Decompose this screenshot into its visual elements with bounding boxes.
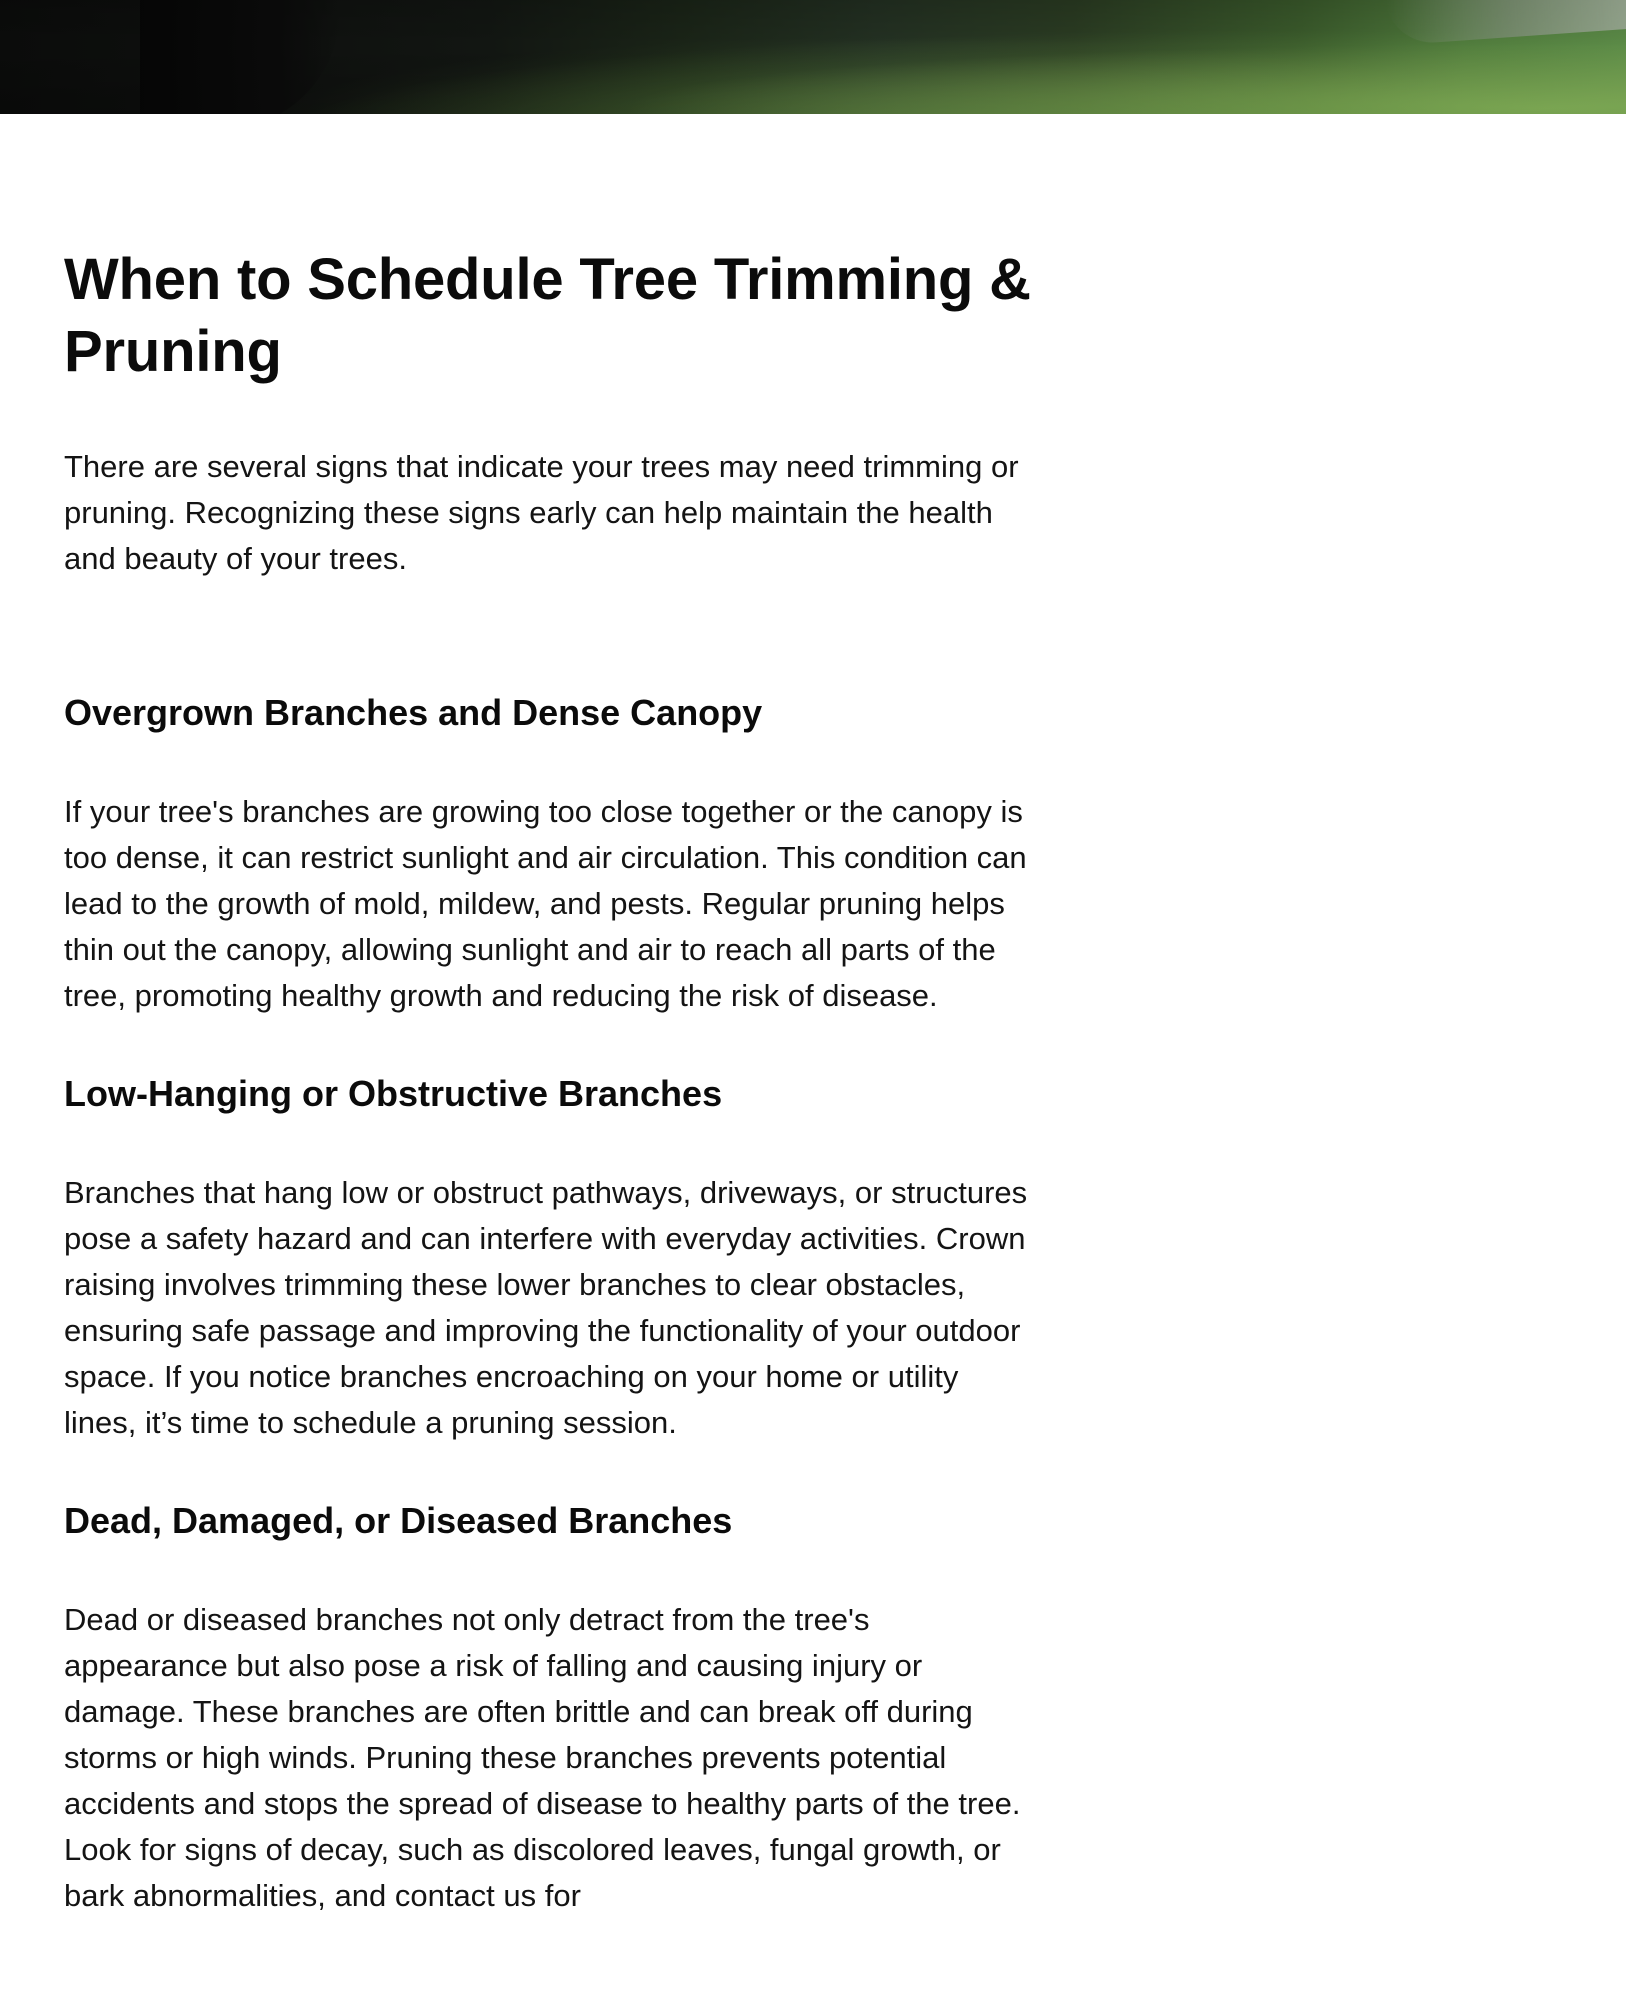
- section-title: Overgrown Branches and Dense Canopy: [64, 692, 763, 733]
- section-dead-damaged-branches: [64, 1498, 1036, 1919]
- page-title: When to Schedule Tree Trimming & Pruning: [64, 247, 1031, 384]
- section-body: If your tree's branches are growing too close together or the canopy is too dense, it can restrict sunlight and air circulation. This condition can lead to the growth of mold, mildew, and pests. Regular pruning helps thin out the canopy, allowing sunlight and air to reach all parts of the tree, promoting healthy growth and reducing the risk of disease.: [64, 794, 1027, 1013]
- path-highlight-shape: [1385, 0, 1626, 46]
- tree-trunk-shape: [140, 0, 340, 114]
- section-title: Dead, Damaged, or Diseased Branches: [64, 1500, 733, 1541]
- section-body: Dead or diseased branches not only detract from the tree's appearance but also pose a risk of falling and causing injury or damage. These branches are often brittle and can break off during storms or high winds. Pruning these branches prevents potential accidents and stops the spread of disease to healthy parts of the tree. Look for signs of decay, such as discolored leaves, fungal growth, or bark abnormalities, and contact us for: [64, 1602, 1021, 1913]
- section-body: Branches that hang low or obstruct pathways, driveways, or structures pose a safety hazard and can interfere with everyday activities. Crown raising involves trimming these lower branches to clear obstacles, ensuring safe passage and improving the functionality of your outdoor space. If you notice branches encroaching on your home or utility lines, it’s time to schedule a pruning session.: [64, 1175, 1028, 1440]
- hero-image: [0, 0, 1626, 114]
- intro-paragraph: There are several signs that indicate your trees may need trimming or pruning. Recognizing these signs early can help maintain the health and beauty of your trees.: [64, 449, 1019, 576]
- article-content: [64, 244, 1036, 1919]
- section-low-hanging-branches: [64, 1071, 1036, 1446]
- section-title: Low-Hanging or Obstructive Branches: [64, 1073, 723, 1114]
- section-overgrown-branches: [64, 690, 1036, 1019]
